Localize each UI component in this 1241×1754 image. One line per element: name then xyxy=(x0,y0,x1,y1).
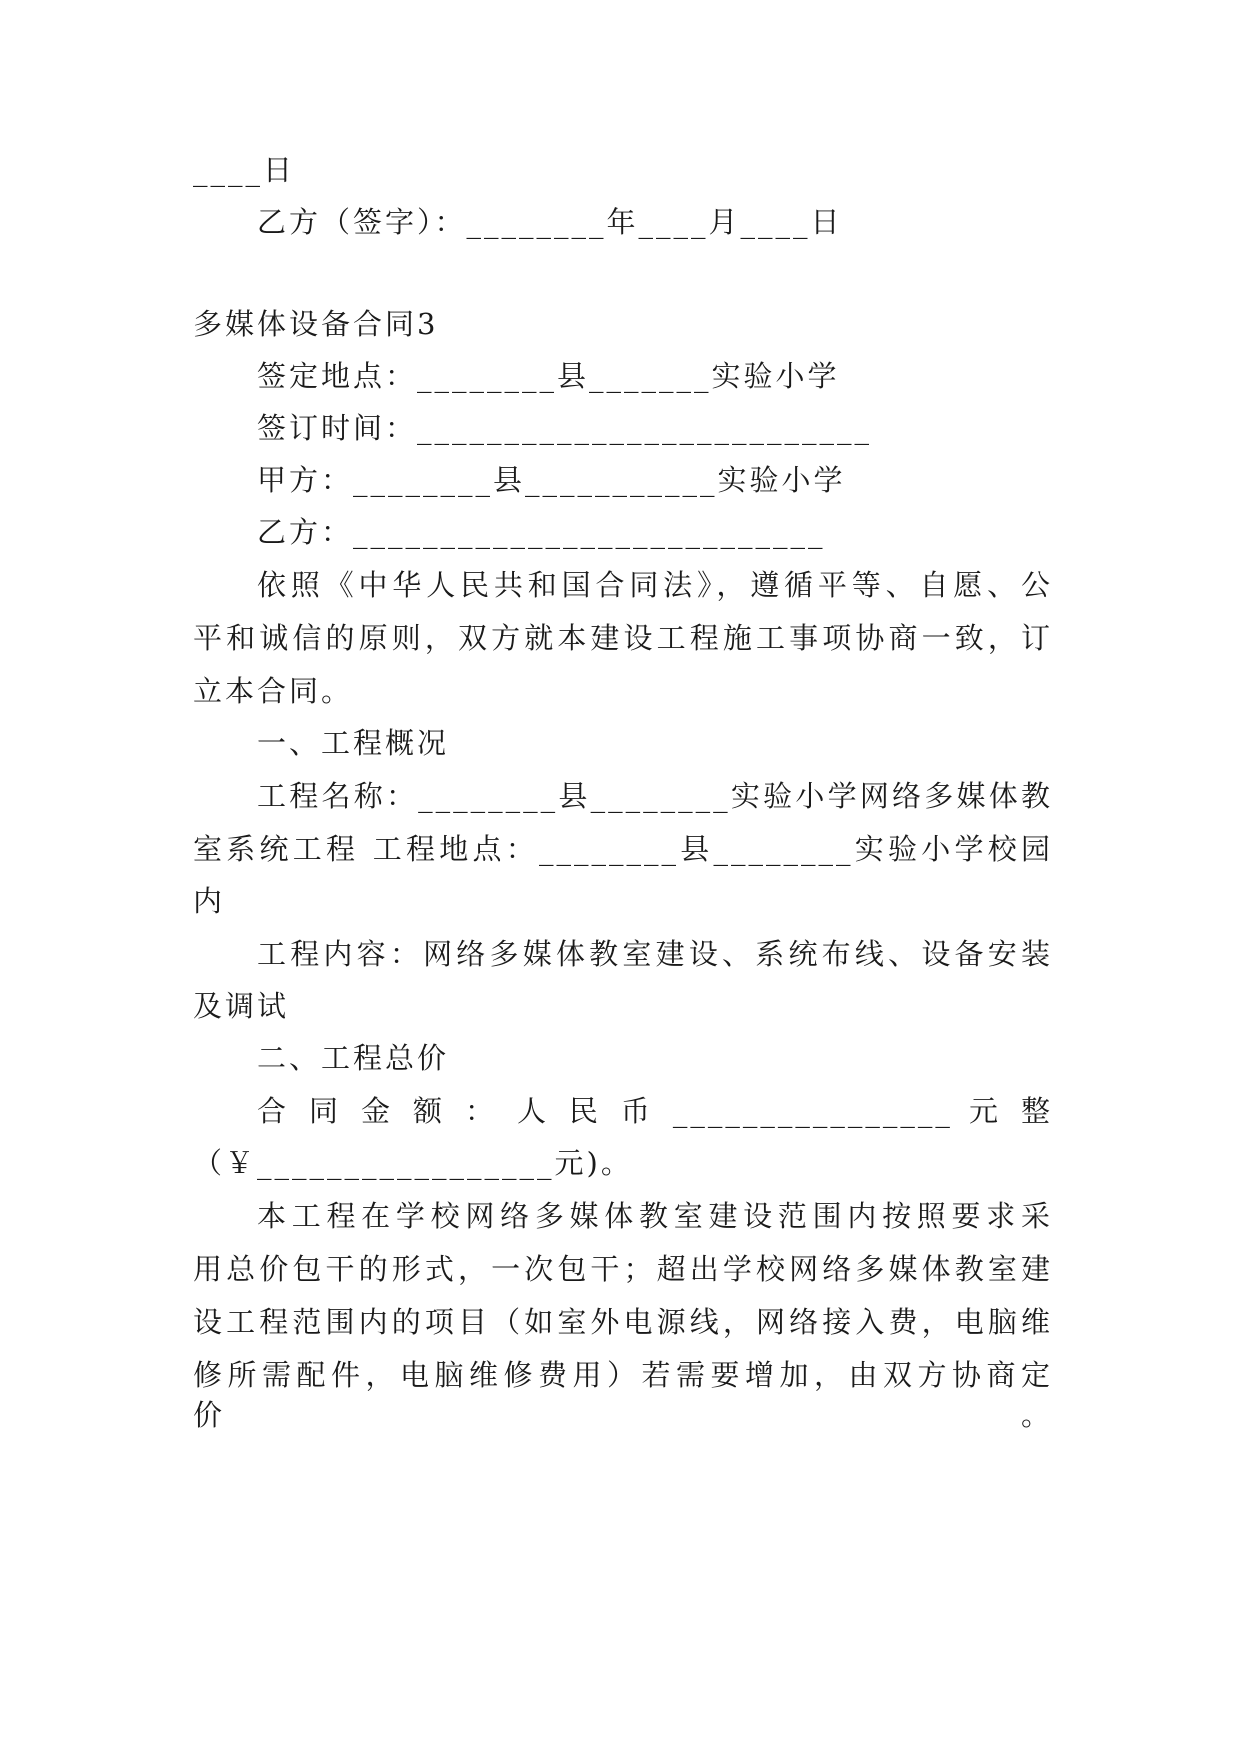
date-day-line: ____日 xyxy=(193,153,296,187)
project-content-line-2: 及调试 xyxy=(193,989,290,1023)
preamble-line-2: 平和诚信的原则，双方就本建设工程施工事项协商一致，订 xyxy=(193,621,1053,655)
scope-line-2: 用总价包干的形式，一次包干；超出学校网络多媒体教室建 xyxy=(193,1252,1053,1286)
section-heading-overview: 一、工程概况 xyxy=(257,726,450,760)
signing-time-line: 签订时间：__________________________ xyxy=(257,411,873,445)
scope-line-4: 修所需配件，电脑维修费用）若需要增加，由双方协商定价。 xyxy=(193,1358,1053,1432)
contract-title: 多媒体设备合同3 xyxy=(193,307,439,341)
preamble-line-3: 立本合同。 xyxy=(193,674,354,708)
project-name-line-3: 内 xyxy=(193,884,226,918)
party-b-signature-line: 乙方（签字）：________年____月____日 xyxy=(257,205,843,239)
party-b-line: 乙方：___________________________ xyxy=(257,515,826,549)
project-content-line-1: 工程内容：网络多媒体教室建设、系统布线、设备安装 xyxy=(257,937,1053,971)
preamble-line-1: 依照《中华人民共和国合同法》，遵循平等、自愿、公 xyxy=(257,568,1053,602)
project-name-line-1: 工程名称：________县________实验小学网络多媒体教 xyxy=(257,779,1053,813)
section-heading-total-price: 二、工程总价 xyxy=(257,1041,450,1075)
party-a-line: 甲方：________县___________实验小学 xyxy=(257,463,846,497)
project-name-line-2: 室系统工程 工程地点：________县________实验小学校园 xyxy=(193,832,1053,866)
contract-amount-line-2: （￥_________________元)。 xyxy=(193,1146,633,1180)
scope-line-1: 本工程在学校网络多媒体教室建设范围内按照要求采 xyxy=(257,1199,1053,1233)
contract-amount-line-1: 合 同 金 额 ： 人 民 币 ________________ 元 整 xyxy=(257,1094,1053,1128)
scope-line-3: 设工程范围内的项目（如室外电源线，网络接入费，电脑维 xyxy=(193,1305,1053,1339)
signing-place-line: 签定地点：________县_______实验小学 xyxy=(257,359,840,393)
